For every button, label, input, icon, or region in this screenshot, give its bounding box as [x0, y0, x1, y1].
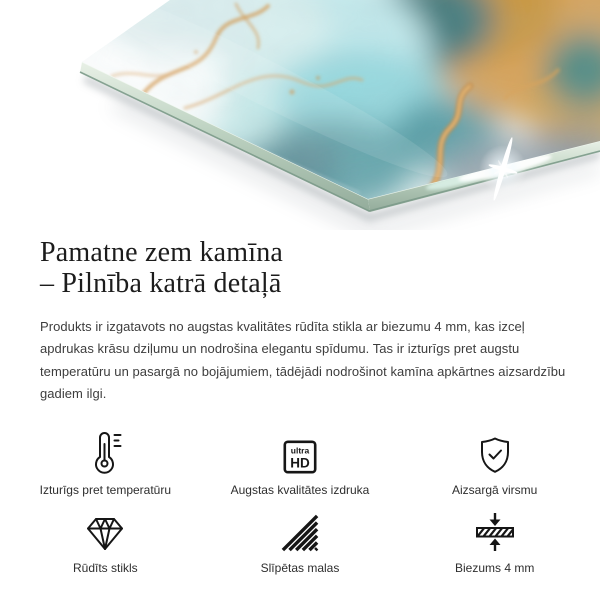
feature-tempered-glass	[8, 512, 203, 575]
thermometer-icon	[89, 428, 122, 474]
feature-print-quality	[203, 428, 398, 497]
svg-text:HD: HD	[290, 455, 310, 471]
feature-label: Izturīgs pret temperatūru	[39, 482, 172, 497]
feature-temperature	[8, 428, 203, 497]
svg-text:ultra: ultra	[290, 445, 310, 456]
product-description: Produkts ir izgatavots no augstas kvalitātes rūdīta stikla ar biezumu 4 mm, kas izceļ apdrukas krāsu dziļumu un nodrošina elegantu spīdumu. Tas ir izturīgs pret augstu temperatūru un pasargā no bojājumiem, tādējādi nodrošinot kamīna apkārtnes aizsardzību gadiem ilgi.	[40, 319, 566, 402]
feature-label: Rūdīts stikls	[72, 560, 138, 575]
ultra-hd-icon	[283, 428, 317, 474]
feature-label: Biezums 4 mm	[454, 560, 535, 575]
page-title-line1: Pamatne zem kamīna	[40, 237, 284, 268]
feature-label: Augstas kvalitātes izdruka	[230, 482, 370, 497]
hero-product-image	[0, 0, 600, 230]
shield-check-icon	[478, 428, 512, 474]
feature-polished-edges	[203, 512, 398, 575]
thickness-icon	[473, 512, 517, 552]
feature-label: Aizsargā virsmu	[451, 482, 538, 497]
features-grid	[8, 428, 592, 575]
feature-thickness	[397, 512, 592, 575]
glass-panel-photo	[0, 0, 600, 230]
beveled-edges-icon	[281, 512, 319, 552]
feature-protection	[397, 428, 592, 497]
feature-label: Slīpētas malas	[260, 560, 340, 575]
diamond-icon	[83, 512, 127, 552]
page-title	[40, 237, 600, 299]
page-title-line2: – Pilnība katrā detaļā	[40, 268, 282, 299]
